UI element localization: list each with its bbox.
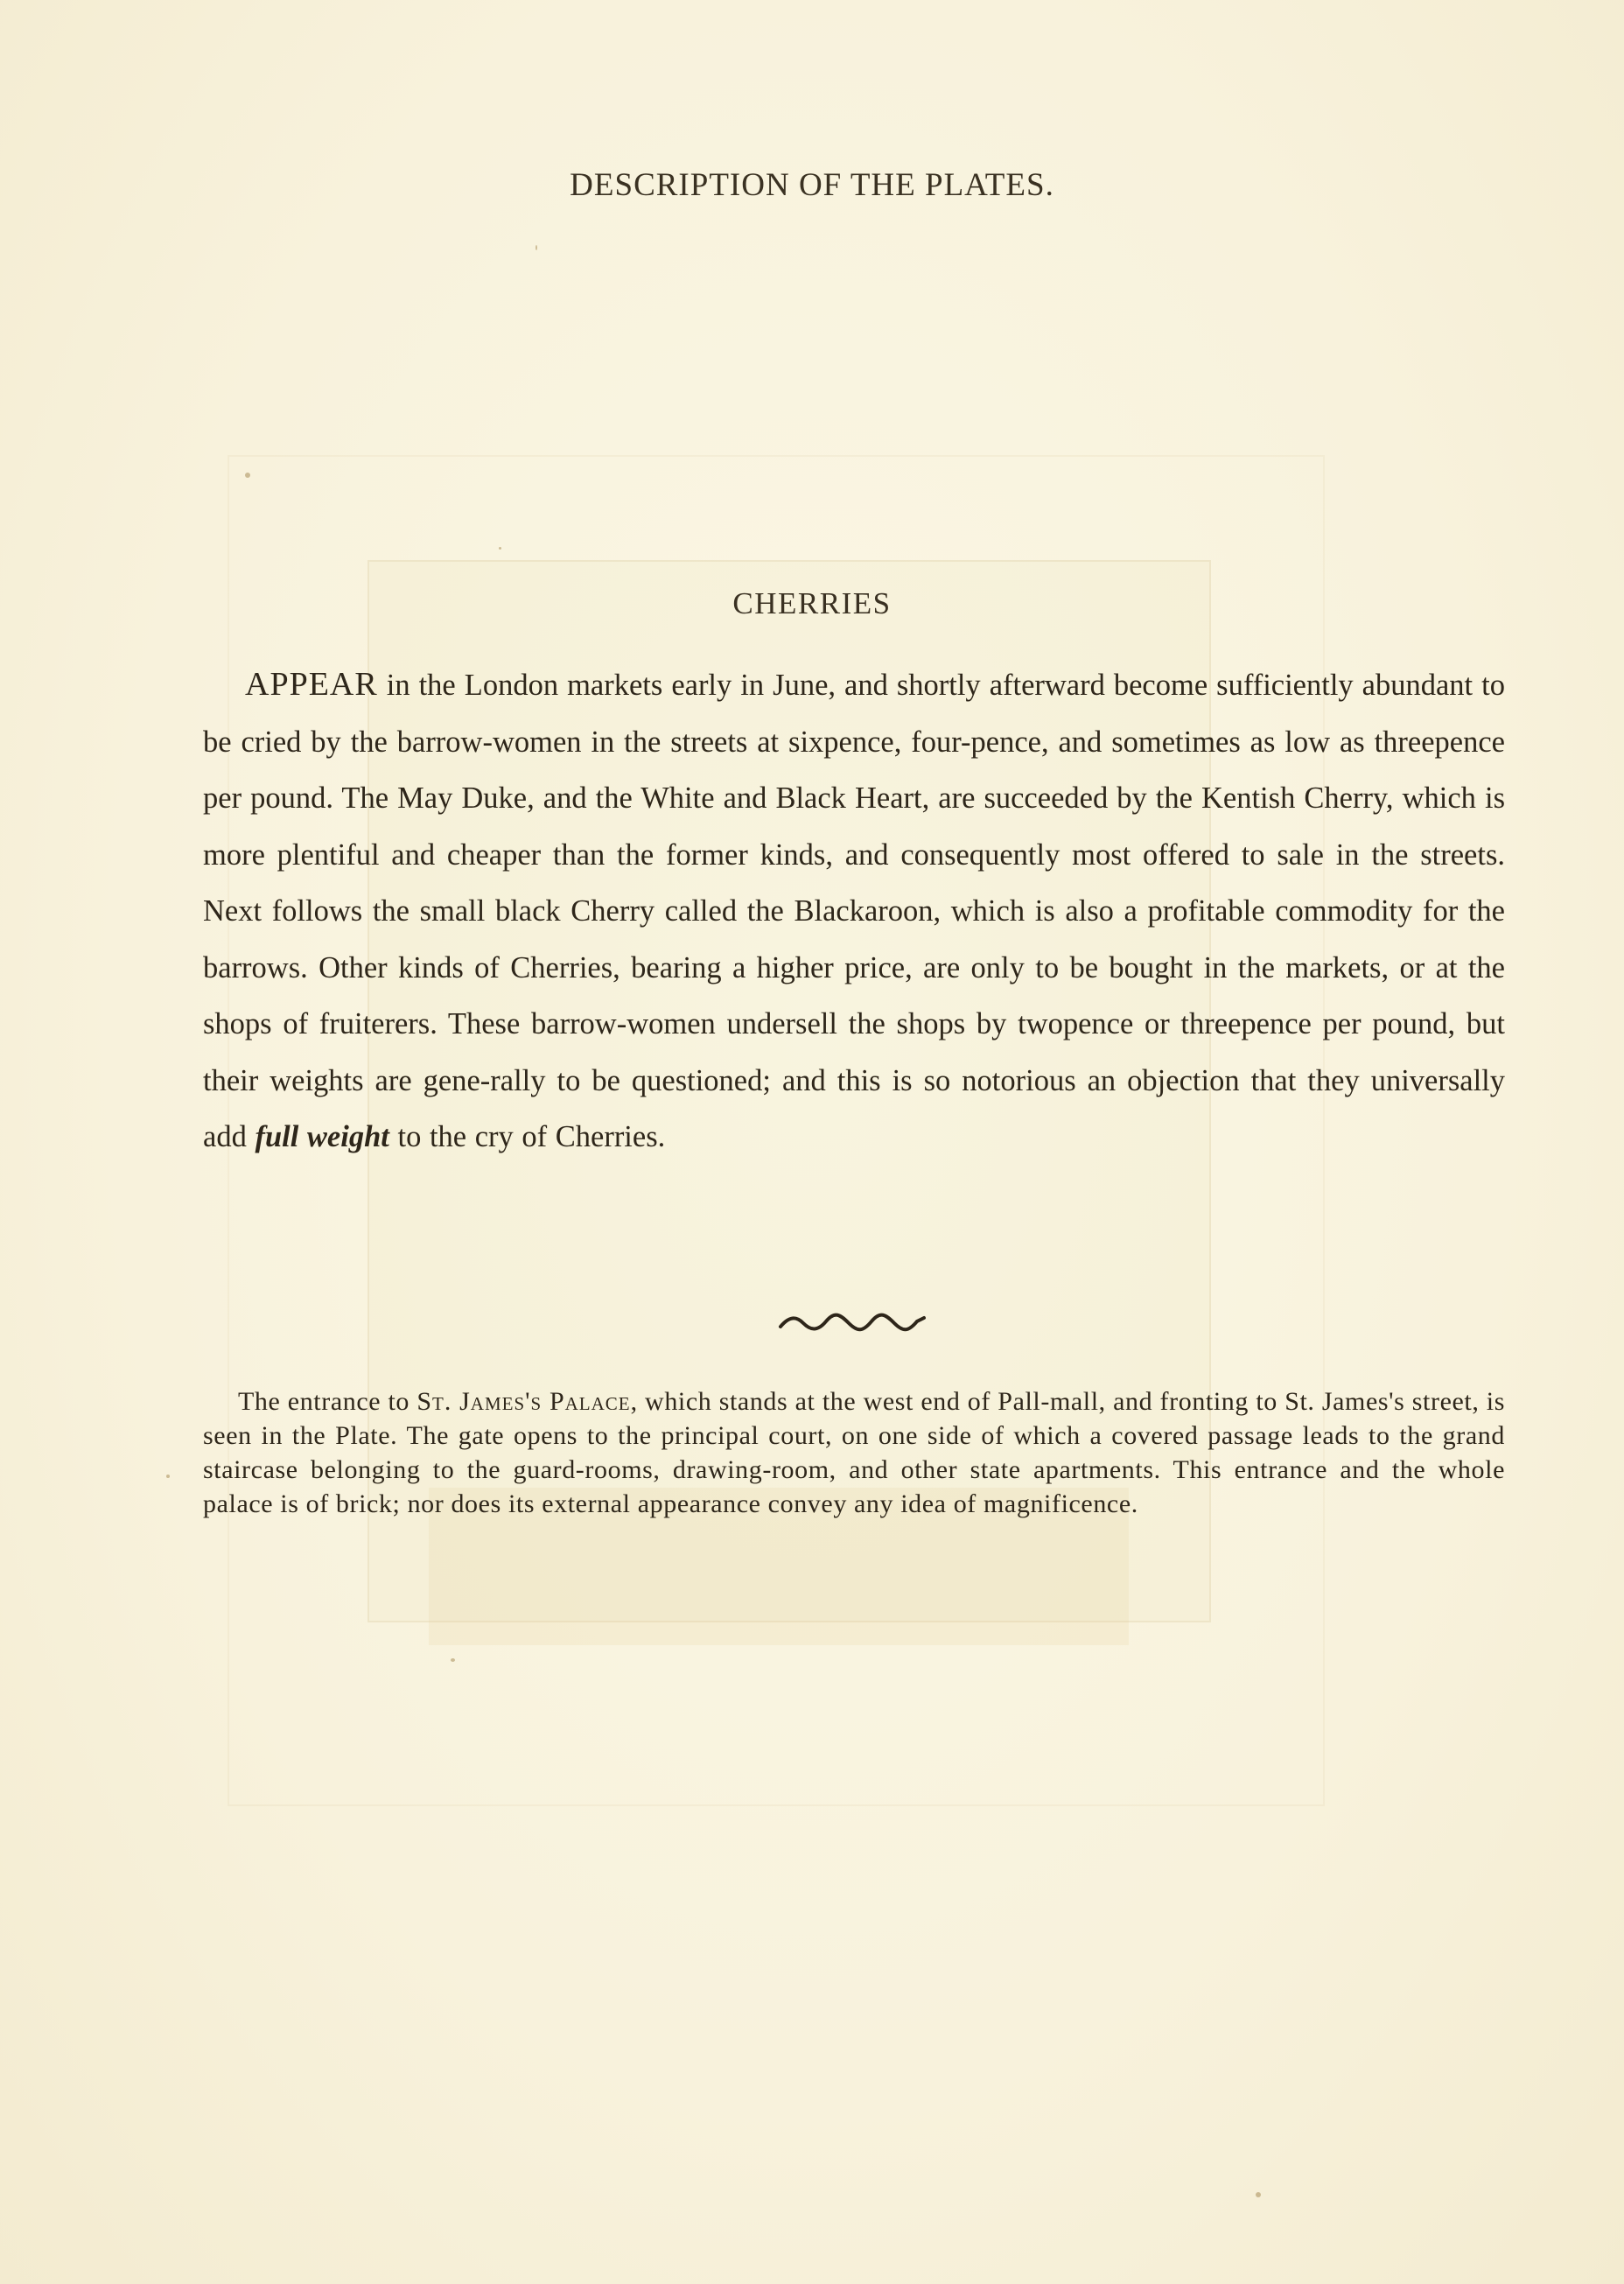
paper-speck [166, 1475, 170, 1478]
paper-speck [451, 1658, 455, 1662]
paper-speck [499, 547, 501, 550]
plate-note-text-rest: , which stands at the west end of Pall-mall, and fronting to St. James's street, is seen in the Plate. The gate opens to the principal court, on one side of which a covered passage leads to the grand staircase belonging to the guard-rooms, drawing-room, and other state apartments. This entrance and the whole palace is of brick; nor does its external appearance convey any idea of magnificence. [203, 1387, 1505, 1518]
plate-note-paragraph [203, 1384, 1505, 1521]
palace-name: St. James's Palace [416, 1387, 631, 1416]
running-head: DESCRIPTION OF THE PLATES. [570, 167, 1054, 203]
wavy-rule-ornament-icon [777, 1313, 928, 1334]
plate-note-text-start: The entrance to [238, 1387, 417, 1416]
italic-phrase: full weight [255, 1120, 389, 1153]
paper-speck [245, 473, 250, 478]
paper-speck [1256, 2192, 1261, 2197]
paper-speck [536, 245, 537, 250]
lead-word: APPEAR [245, 666, 378, 703]
body-text-end: to the cry of Cherries. [388, 1120, 666, 1153]
body-paragraph [203, 656, 1505, 1166]
body-text-main: in the London markets early in June, and shortly afterward become sufficiently abundant to be cried by the barrow-women in the streets at sixpence, four-pence, and sometimes as low as threepence per pound. The May Duke, and the White and Black Heart, are succeeded by the Kentish Cherry, which is more plentiful and cheaper than the former kinds, and consequently most offered to sale in the streets. Next follows the small black Cherry called the Blackaroon, which is also a profitable commodity for the barrows. Other kinds of Cherries, bearing a higher price, are only to be bought in the markets, or at the shops of fruiterers. These barrow-women undersell the shops by twopence or threepence per pound, but their weights are gene-rally to be questioned; and this is so notorious an objection that they universally add [203, 669, 1505, 1153]
section-title: CHERRIES [732, 586, 892, 620]
